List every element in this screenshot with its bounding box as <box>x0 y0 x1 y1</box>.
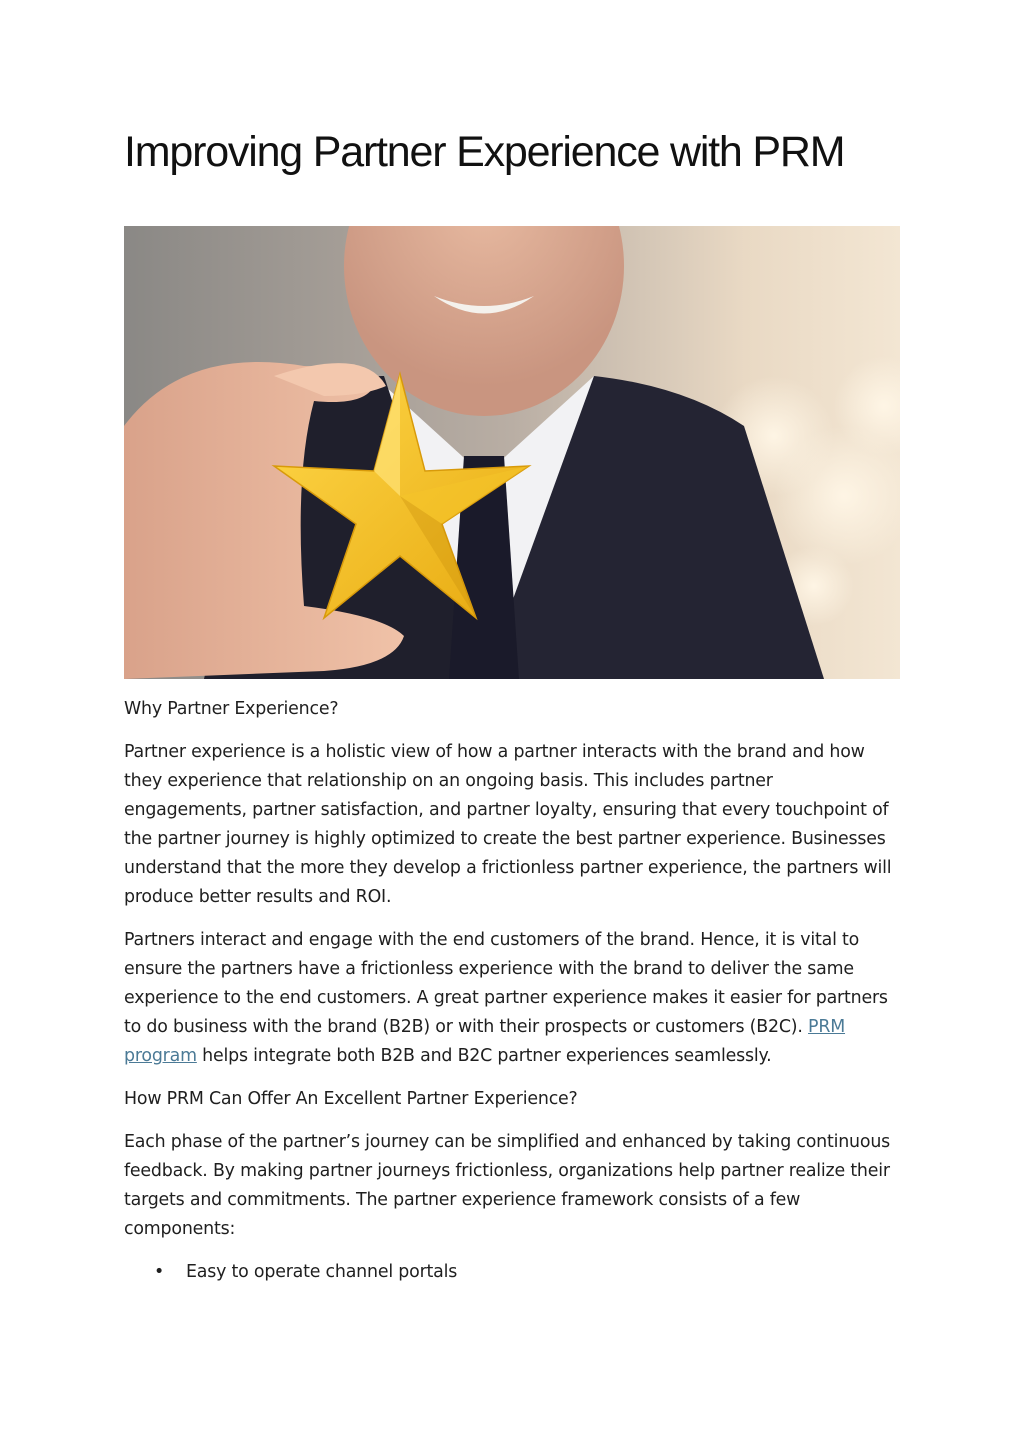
page-title: Improving Partner Experience with PRM <box>124 128 845 176</box>
paragraph-partners <box>124 926 900 1071</box>
paragraph-how: Each phase of the partner’s journey can be simplified and enhanced by taking continuous feedback. By making partner journeys frictionless, organizations help partner realize their targets and commitments. The partner experience framework consists of a few components: <box>124 1132 891 1239</box>
section-heading-why: Why Partner Experience? <box>124 699 339 719</box>
paragraph-why: Partner experience is a holistic view of how a partner interacts with the brand and how they experience that relationship on an ongoing basis. This includes partner engagements, partner satisfaction, and partner loyalty, ensuring that every touchpoint of the partner journey is highly optimized to create the best partner experience. Businesses understand that the more they develop a frictionless partner experience, the partners will produce better results and ROI. <box>124 742 892 907</box>
hero-image <box>124 226 900 679</box>
paragraph-partners-tail: helps integrate both B2B and B2C partner experiences seamlessly. <box>196 1046 772 1066</box>
article-body <box>124 695 900 1287</box>
paragraph-partners-text: Partners interact and engage with the end customers of the brand. Hence, it is vital to ensure the partners have a frictionless experience with the brand to deliver the same experience to the end customers. A great partner experience makes it easier for partners to do business with the brand (B2B) or with their prospects or customers (B2C). <box>124 930 888 1037</box>
section-heading-how: How PRM Can Offer An Excellent Partner Experience? <box>124 1089 578 1109</box>
list-item: • Easy to operate channel portals <box>124 1258 900 1287</box>
components-list <box>124 1258 900 1287</box>
prm-program-link[interactable]: PRM program <box>124 1017 846 1066</box>
